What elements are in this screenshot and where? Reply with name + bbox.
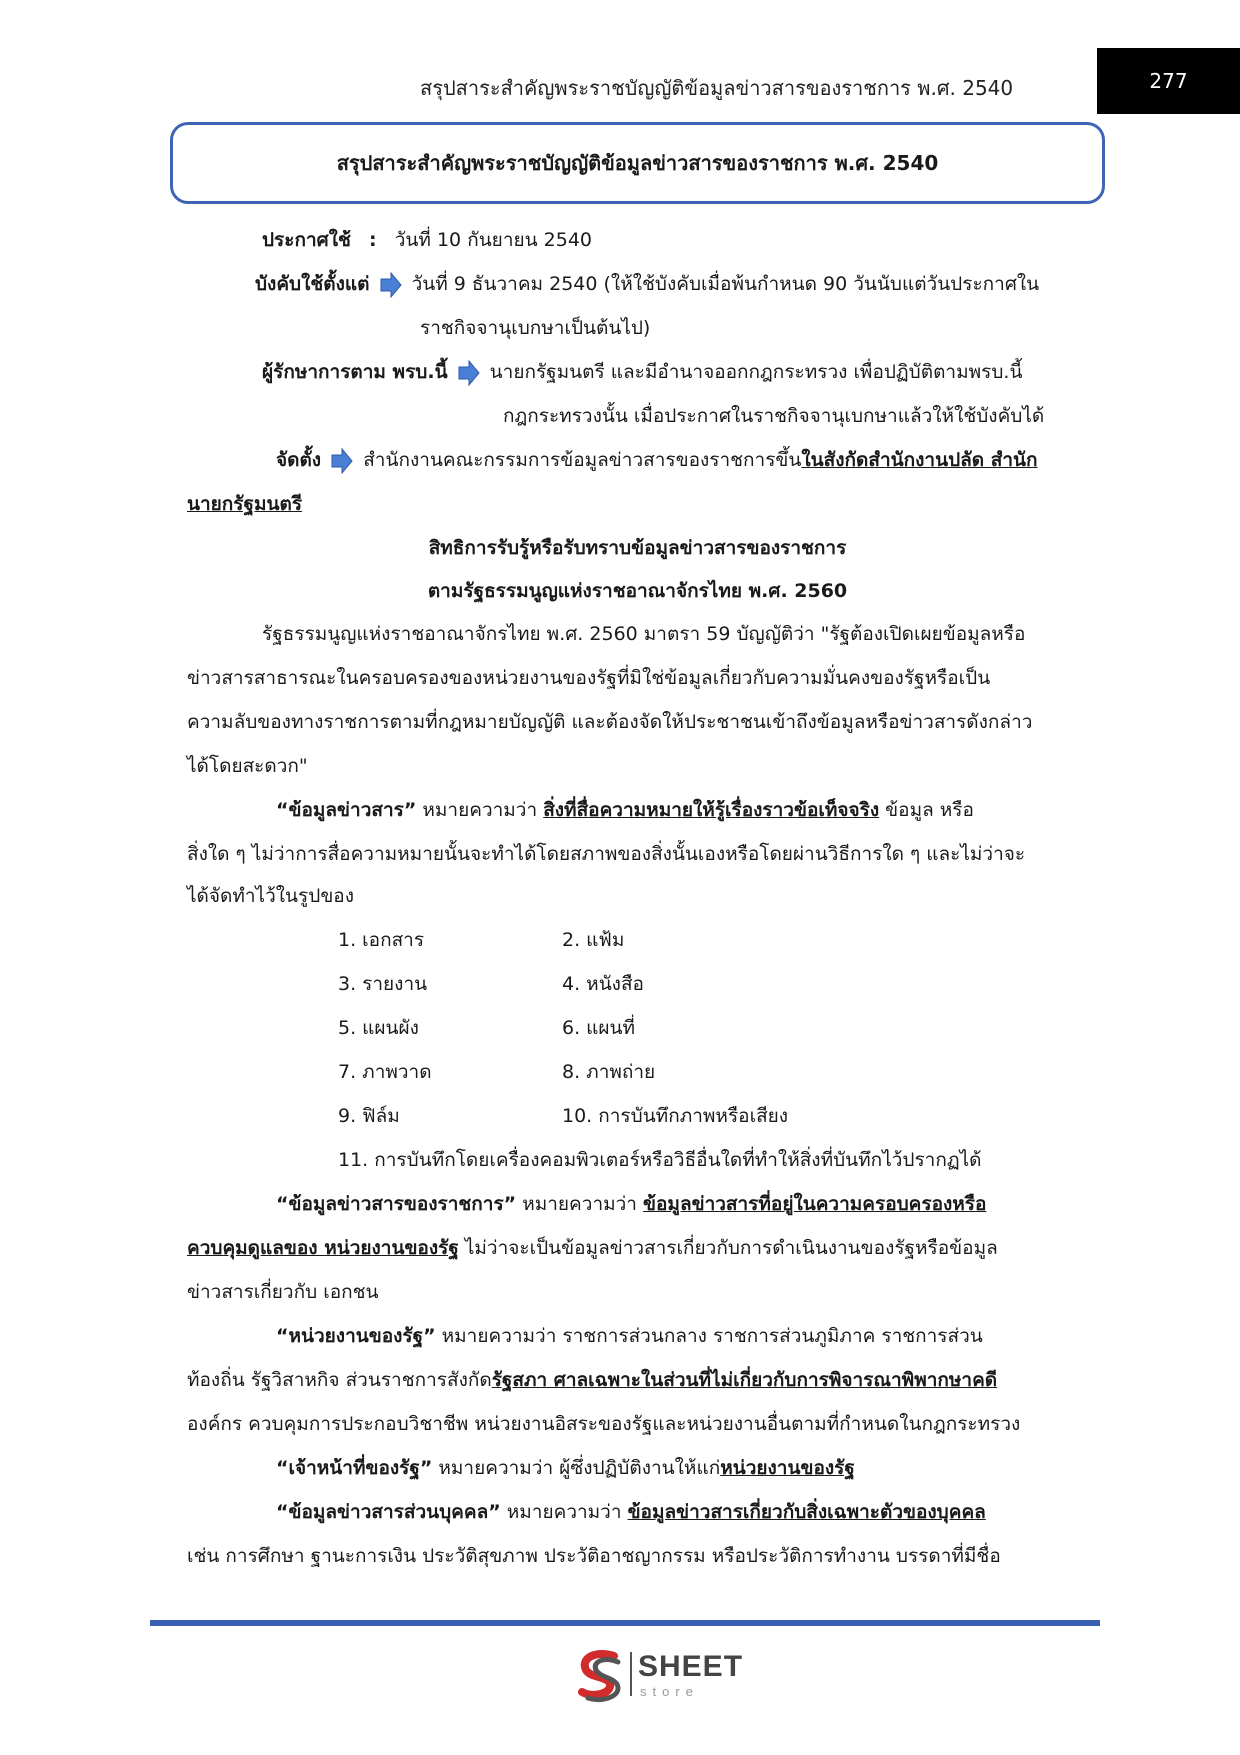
arrow-right-icon: [458, 360, 480, 386]
para1-line3: ความลับของทางราชการตามที่กฎหมายบัญญัติ และต้องจัดให้ประชาชนเข้าถึงข้อมูลหรือข่าวสารดังกล่าว: [187, 711, 1033, 733]
effective-line1: วันที่ 9 ธันวาคม 2540 (ให้ใช้บังคับเมื่อพ้นกำหนด 90 วันนับแต่วันประกาศใน: [411, 273, 1040, 295]
def-official-line2: [187, 1232, 998, 1264]
def-officer-term: “เจ้าหน้าที่ของรัฐ”: [276, 1457, 433, 1479]
effective-row: [255, 268, 1039, 300]
logo-mark-icon: [574, 1648, 624, 1704]
def-info-line2: สิ่งใด ๆ ไม่ว่าการสื่อความหมายนั้นจะทำได้โดยสภาพของสิ่งนั้นเองหรือโดยผ่านวิธีการใด ๆ และไม่ว่าจะ: [187, 843, 1026, 865]
def-info-line3: ได้จัดทำไว้ในรูปของ: [187, 885, 354, 907]
def-personal-underline: ข้อมูลข่าวสารเกี่ยวกับสิ่งเฉพาะตัวของบุคคล: [627, 1501, 986, 1523]
announced-row: [262, 224, 592, 256]
document-title: สรุปสาระสำคัญพระราชบัญญัติข้อมูลข่าวสารของราชการ พ.ศ. 2540: [336, 151, 939, 175]
enforcer-line1: นายกรัฐมนตรี และมีอำนาจออกกฎกระทรวง เพื่อปฏิบัติตามพรบ.นี้: [489, 361, 1023, 383]
list-item: 5. แผนผัง: [338, 1017, 419, 1039]
logo-text: SHEET: [638, 1650, 744, 1683]
def-info-underline: สิ่งที่สื่อความหมายให้รู้เรื่องราวข้อเท็จจริง: [543, 799, 880, 821]
list-item: 10. การบันทึกภาพหรือเสียง: [562, 1105, 789, 1127]
enforcer-label: ผู้รักษาการตาม พรบ.นี้: [262, 361, 448, 383]
running-header: สรุปสาระสำคัญพระราชบัญญัติข้อมูลข่าวสารของราชการ พ.ศ. 2540: [420, 76, 1014, 100]
effective-line2: ราชกิจจานุเบกษาเป็นต้นไป): [420, 317, 651, 339]
established-underline: ในสังกัดสำนักงานปลัด สำนัก: [801, 449, 1038, 471]
def-personal-line1: [276, 1496, 986, 1528]
def-officer-underline: หน่วยงานของรัฐ: [720, 1457, 855, 1479]
list-item: 2. แฟ้ม: [562, 929, 625, 951]
arrow-right-icon: [380, 272, 402, 298]
established-row: [276, 444, 1038, 476]
list-item: 7. ภาพวาด: [338, 1061, 432, 1083]
para1-line4: ได้โดยสะดวก": [187, 755, 308, 777]
section-heading-2: ตามรัฐธรรมนูญแห่งราชอาณาจักรไทย พ.ศ. 2560: [427, 580, 848, 602]
def-official-term: “ข้อมูลข่าวสารของราชการ”: [276, 1193, 517, 1215]
def-official-underline1: ข้อมูลข่าวสารที่อยู่ในความครอบครองหรือ: [643, 1193, 987, 1215]
def-personal-line2: เช่น การศึกษา ฐานะการเงิน ประวัติสุขภาพ ประวัติอาชญากรรม หรือประวัติการทำงาน บรรดาที่มีชื่อ: [187, 1545, 1001, 1567]
effective-label: บังคับใช้ตั้งแต่: [255, 273, 370, 295]
list-item: 9. ฟิล์ม: [338, 1105, 400, 1127]
def-agency-underline: รัฐสภา ศาลเฉพาะในส่วนที่ไม่เกี่ยวกับการพิจารณาพิพากษาคดี: [491, 1369, 998, 1391]
def-info-term: “ข้อมูลข่าวสาร”: [276, 799, 417, 821]
list-item: 1. เอกสาร: [338, 929, 425, 951]
def-officer-line: [276, 1452, 855, 1484]
announced-value: วันที่ 10 กันยายน 2540: [394, 229, 592, 251]
page-number: 277: [1149, 69, 1188, 93]
footer-rule: [150, 1620, 1100, 1626]
def-agency-line1: [276, 1320, 983, 1352]
def-personal-means: หมายความว่า: [500, 1501, 628, 1523]
para1-line2: ข่าวสารสาธารณะในครอบครองของหน่วยงานของรัฐที่มิใช่ข้อมูลเกี่ยวกับความมั่นคงของรัฐหรือเป็น: [187, 667, 991, 689]
section-heading-1: สิทธิการรับรู้หรือรับทราบข้อมูลข่าวสารของราชการ: [428, 537, 847, 559]
sheet-store-logo: [574, 1642, 744, 1712]
def-official-line3: ข่าวสารเกี่ยวกับ เอกชน: [187, 1281, 379, 1303]
def-official-underline2: ควบคุมดูแลของ หน่วยงานของรัฐ: [187, 1237, 459, 1259]
def-agency-line2: [187, 1364, 997, 1396]
logo-divider: [630, 1652, 632, 1696]
title-box: [170, 122, 1105, 204]
list-item: 8. ภาพถ่าย: [562, 1061, 656, 1083]
def-personal-term: “ข้อมูลข่าวสารส่วนบุคคล”: [276, 1501, 501, 1523]
list-item: 3. รายงาน: [338, 973, 428, 995]
def-official-means: หมายความว่า: [516, 1193, 644, 1215]
list-item: 4. หนังสือ: [562, 973, 644, 995]
def-official-line1: [276, 1188, 986, 1220]
def-officer-rest: หมายความว่า ผู้ซึ่งปฏิบัติงานให้แก่: [432, 1457, 721, 1479]
announced-label: ประกาศใช้: [262, 229, 351, 251]
list-item: 6. แผนที่: [562, 1017, 636, 1039]
para1-line1: รัฐธรรมนูญแห่งราชอาณาจักรไทย พ.ศ. 2560 มาตรา 59 บัญญัติว่า "รัฐต้องเปิดเผยข้อมูลหรือ: [262, 623, 1026, 645]
def-info-means: หมายความว่า: [416, 799, 544, 821]
announced-sep: :: [369, 229, 377, 251]
list-item-last: 11. การบันทึกโดยเครื่องคอมพิวเตอร์หรือวิธีอื่นใดที่ทำให้สิ่งที่บันทึกไว้ปรากฏได้: [338, 1149, 982, 1171]
def-official-rest: ไม่ว่าจะเป็นข้อมูลข่าวสารเกี่ยวกับการดำเนินงานของรัฐหรือข้อมูล: [458, 1237, 998, 1259]
def-info-rest: ข้อมูล หรือ: [879, 799, 974, 821]
enforcer-line2: กฎกระทรวงนั้น เมื่อประกาศในราชกิจจานุเบกษาแล้วให้ใช้บังคับได้: [503, 405, 1045, 427]
def-info-line1: [276, 794, 974, 826]
def-agency-term: “หน่วยงานของรัฐ”: [276, 1325, 436, 1347]
def-agency-rest: หมายความว่า ราชการส่วนกลาง ราชการส่วนภูมิภาค ราชการส่วน: [435, 1325, 983, 1347]
established-line2: นายกรัฐมนตรี: [187, 493, 303, 515]
def-agency-line3: องค์กร ควบคุมการประกอบวิชาชีพ หน่วยงานอิสระของรัฐและหน่วยงานอื่นตามที่กำหนดในกฎกระทรวง: [187, 1413, 1021, 1435]
established-text: สำนักงานคณะกรรมการข้อมูลข่าวสารของราชการขึ้น: [363, 449, 802, 471]
def-agency-line2a: ท้องถิ่น รัฐวิสาหกิจ ส่วนราชการสังกัด: [187, 1369, 492, 1391]
page-number-box: [1097, 48, 1240, 114]
established-label: จัดตั้ง: [276, 449, 322, 471]
logo-subtext: store: [640, 1684, 699, 1699]
enforcer-row: [262, 356, 1022, 388]
arrow-right-icon: [331, 448, 353, 474]
